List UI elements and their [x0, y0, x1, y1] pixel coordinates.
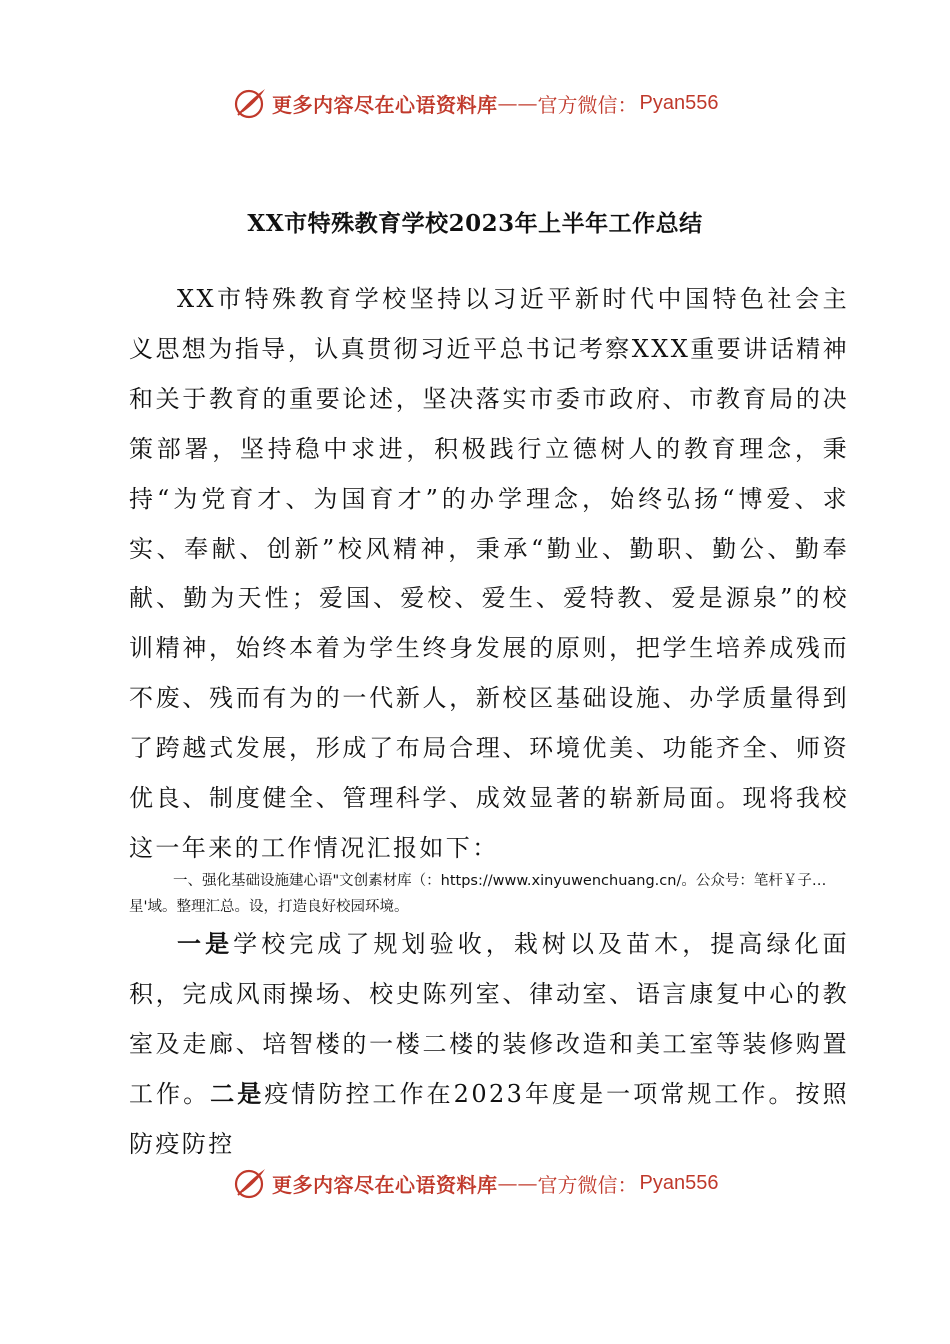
footer-banner — [232, 1163, 718, 1203]
section-heading-note: 一、强化基础设施建心语"文创素材库（：https://www.xinyuwenchuang.cn/。公众号：笔杆￥子…星'域。整理汇总。设，打造良好校园环境。 — [129, 873, 827, 915]
quill-pen-logo-icon — [232, 85, 268, 121]
intro-paragraph: XX市特殊教育学校坚持以习近平新时代中国特色社会主义思想为指导，认真贯彻习近平总书记考察XXX重要讲话精神和关于教育的重要论述，坚决落实市委市政府、市教育局的决策部署，坚持稳中求进，积极践行立德树人的教育理念，秉持“为党育才、为国育才”的办学理念，始终弘扬“博爱、求实、奉献、创新”校风精神，秉承“勤业、勤职、勤公、勤奉献、勤为天性；爱国、爱校、爱生、爱特教、爱是源泉”的校训精神，始终本着为学生终身发展的原则，把学生培养成残而不废、残而有为的一代新人，新校区基础设施、办学质量得到了跨越式发展，形成了布局合理、环境优美、功能齐全、师资优良、制度健全、管理科学、成效显著的崭新局面。现将我校这一年来的工作情况汇报如下： — [129, 285, 849, 862]
quill-pen-logo-icon — [232, 1165, 268, 1201]
footer-official-label: 官方微信： — [537, 1172, 638, 1197]
footer-separator: —— — [497, 1171, 538, 1195]
footer-brand-text: 更多内容尽在心语资料库 — [272, 1172, 498, 1197]
header-banner — [232, 83, 718, 123]
items-paragraph — [129, 920, 849, 1170]
item1-text: 学校完成了规划验收，栽树以及苗木，提高绿化面积，完成风雨操场、校史陈列室、律动室、语言康复中心的教室及走廊、培智楼的一楼二楼的装修改造和美工室等装修购置工作。 — [129, 930, 849, 1108]
item2-lead: 二是 — [210, 1079, 265, 1108]
item1-lead: 一是 — [177, 930, 234, 958]
footer-wechat-id: Pyan556 — [639, 1171, 719, 1194]
banner-official-label: 官方微信： — [537, 92, 638, 117]
banner-brand-text: 更多内容尽在心语资料库 — [272, 92, 498, 117]
document-title: XX市特殊教育学校2023年上半年工作总结 — [247, 210, 703, 237]
banner-separator: —— — [497, 91, 538, 115]
banner-wechat-id: Pyan556 — [639, 91, 719, 114]
item2-text: 疫情防控工作在2023年度是一项常规工作。按照防疫防控 — [129, 1079, 849, 1158]
